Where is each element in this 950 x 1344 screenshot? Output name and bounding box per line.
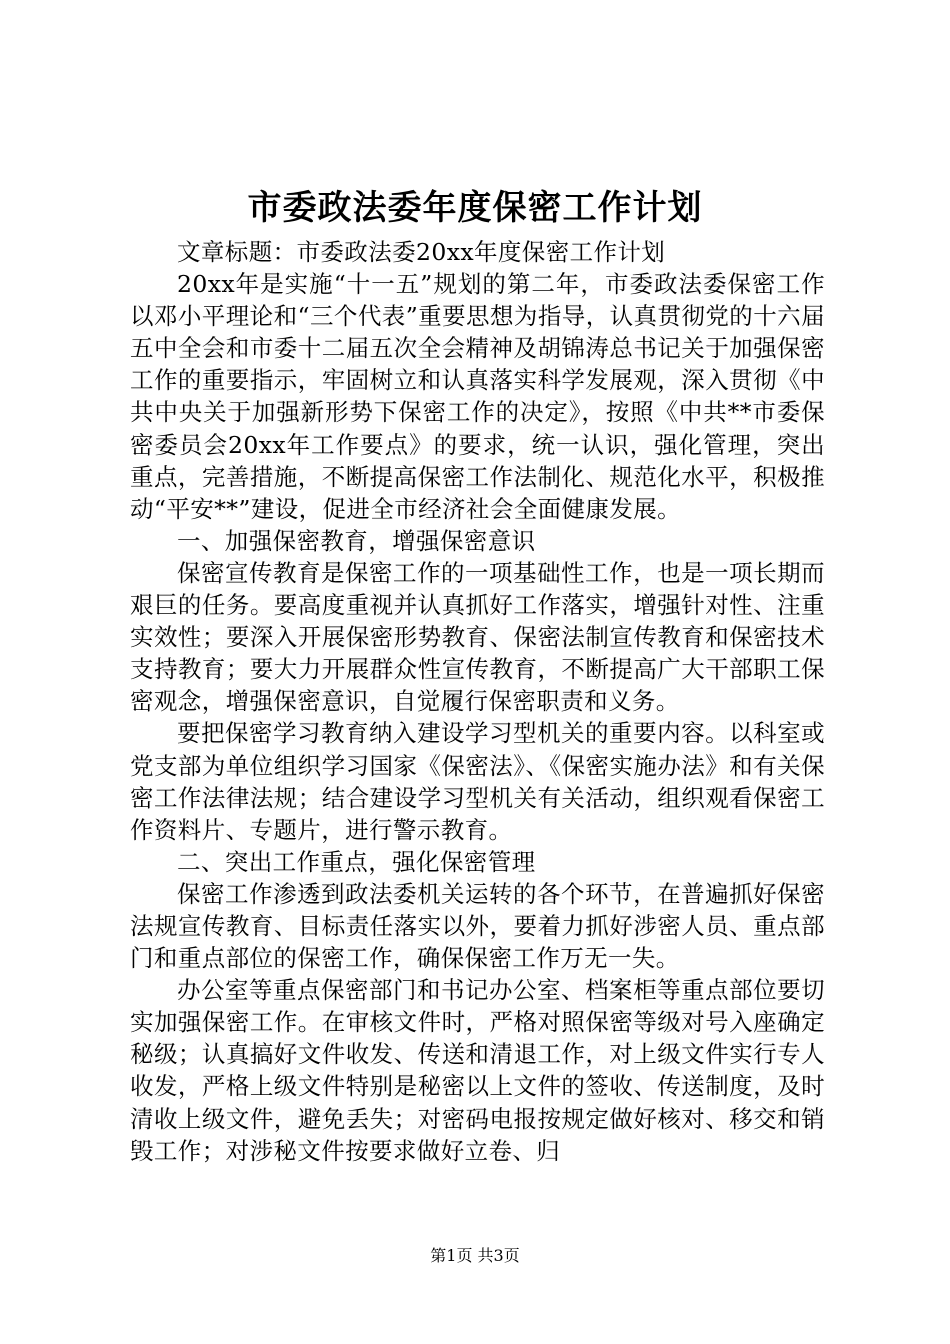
document-title: 市委政法委年度保密工作计划 <box>247 188 703 228</box>
article-title-line: 文章标题：市委政法委20xx年度保密工作计划 <box>177 238 666 266</box>
body-paragraph: 要把保密学习教育纳入建设学习型机关的重要内容。以科室或党支部为单位组织学习国家《保密法》、《保密实施办法》和有关保密工作法律法规；结合建设学习型机关有关活动，组织观看保密工作资料片、专题片，进行警示教育。 <box>130 719 825 844</box>
section-heading-2: 二、突出工作重点，强化保密管理 <box>177 847 536 876</box>
body-paragraph: 保密宣传教育是保密工作的一项基础性工作，也是一项长期而艰巨的任务。要高度重视并认真抓好工作落实，增强针对性、注重实效性；要深入开展保密形势教育、保密法制宣传教育和保密技术支持教育；要大力开展群众性宣传教育，不断提高广大干部职工保密观念，增强保密意识，自觉履行保密职责和义务。 <box>130 558 825 716</box>
body-paragraph: 保密工作渗透到政法委机关运转的各个环节，在普遍抓好保密法规宣传教育、目标责任落实以外，要着力抓好涉密人员、重点部门和重点部位的保密工作，确保保密工作万无一失。 <box>130 879 825 973</box>
intro-paragraph: 20xx年是实施“十一五”规划的第二年，市委政法委保密工作以邓小平理论和“三个代表”重要思想为指导，认真贯彻党的十六届五中全会和市委十二届五次全会精神及胡锦涛总书记关于加强保密工作的重要指示，牢固树立和认真落实科学发展观，深入贯彻《中共中央关于加强新形势下保密工作的决定》，按照《中共**市委保密委员会20xx年工作要点》的要求，统一认识，强化管理，突出重点，完善措施，不断提高保密工作法制化、规范化水平，积极推动“平安**”建设，促进全市经济社会全面健康发展。 <box>130 270 825 523</box>
page-number-footer: 第1页 共3页 <box>430 1246 520 1265</box>
body-paragraph: 办公室等重点保密部门和书记办公室、档案柜等重点部位要切实加强保密工作。在审核文件时，严格对照保密等级对号入座确定秘级；认真搞好文件收发、传送和清退工作，对上级文件实行专人收发，严格上级文件特别是秘密以上文件的签收、传送制度，及时清收上级文件，避免丢失；对密码电报按规定做好核对、移交和销毁工作；对涉秘文件按要求做好立卷、归 <box>130 976 825 1165</box>
document-body <box>130 236 825 1167</box>
section-heading-1: 一、加强保密教育，增强保密意识 <box>177 526 536 555</box>
